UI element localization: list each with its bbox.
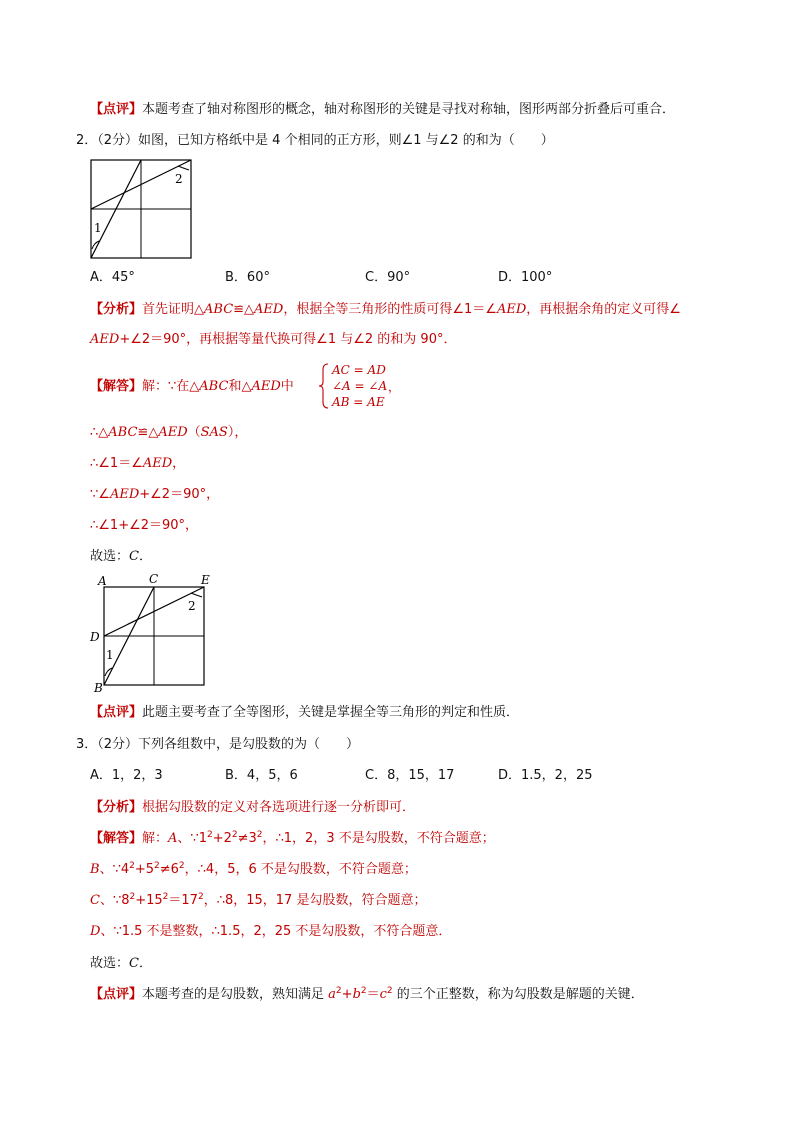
solution-intro [90, 378, 294, 396]
solution-text: ＝17 [168, 893, 198, 908]
angle-2-label: 2 [175, 172, 183, 186]
solution-text: 解： [142, 831, 169, 846]
step-var: SAS [200, 425, 228, 440]
question-3-stem: 3．（2分）下列各组数中，是勾股数的为（ ） [76, 737, 360, 752]
angle-1-label: 1 [106, 648, 114, 662]
exponent: 2 [162, 892, 169, 902]
solution-var: A [168, 831, 178, 846]
review-var: a [328, 987, 336, 1002]
solution-d [90, 923, 451, 941]
solution-text: 、∵8 [99, 893, 130, 908]
exponent: 2 [129, 892, 136, 902]
exponent: 2 [197, 892, 204, 902]
review-var: c [379, 987, 387, 1002]
choose-text: 故选： [90, 549, 130, 564]
review-tag: 【点评】 [90, 102, 143, 117]
solution-var: AED [251, 379, 281, 394]
solution-tag: 【解答】 [90, 831, 143, 846]
choose-text: ． [138, 956, 152, 971]
solution-var: ABC [199, 379, 229, 394]
exponent: 2 [178, 861, 185, 871]
solution-text: +15 [135, 893, 163, 908]
exponent: 2 [256, 830, 263, 840]
analysis-line-2 [90, 331, 456, 349]
solution-text: 、∵1 [177, 831, 207, 846]
condition-brace [318, 362, 401, 410]
review-text: 本题考查了轴对称图形的概念，轴对称图形的关键是寻找对称轴，图形两部分折叠后可重合． [142, 102, 676, 117]
analysis-text: ≌△ [233, 302, 255, 317]
point-c-label: C [149, 572, 159, 586]
exponent: 2 [231, 830, 238, 840]
solution-text: 中 [280, 379, 294, 394]
analysis-var: AED [496, 302, 527, 317]
step-text: ∴△ [90, 425, 109, 440]
review-text: 的三个正整数，称为勾股数是解题的关键． [392, 987, 644, 1002]
step-var: AED [142, 456, 173, 471]
solution-text: 解：∵在△ [142, 379, 200, 394]
solution-var: B [90, 862, 100, 877]
solution-text: 、∵1.5 不是整数，∴1.5，2，25 不是勾股数，不符合题意． [100, 924, 452, 939]
review-var: + [341, 987, 353, 1002]
analysis-var: AED [254, 302, 284, 317]
analysis-text: 根据勾股数的定义对各选项进行逐一分析即可． [142, 800, 416, 815]
step-text: +∠2＝90°， [139, 487, 220, 502]
solution-text: ≠3 [237, 831, 257, 846]
analysis-text: +∠2＝90°，再根据等量代换可得∠1 与∠2 的和为 90°． [119, 332, 457, 347]
review-tag: 【点评】 [90, 705, 143, 720]
analysis-tag: 【分析】 [90, 302, 143, 317]
brace-icon [318, 362, 330, 410]
step-var: AED [158, 425, 188, 440]
choose-answer: C [129, 549, 139, 564]
choose-line [90, 548, 152, 566]
review-text: 此题主要考查了全等图形，关键是掌握全等三角形的判定和性质． [142, 705, 520, 720]
point-e-label: E [201, 573, 210, 587]
solution-text: ，∴1，2，3 不是勾股数，不符合题意； [262, 831, 495, 846]
choose-text: 故选： [90, 956, 130, 971]
angle-2-label: 2 [188, 599, 196, 613]
analysis-tag: 【分析】 [90, 800, 143, 815]
option-c: C．8，15，17 [365, 768, 455, 783]
step-text: ， [172, 456, 186, 471]
brace-row-1: AC = AD [332, 363, 386, 377]
step-2 [90, 455, 185, 473]
point-d-label: D [90, 630, 100, 644]
solution-var: C [90, 893, 100, 908]
solution-text: 和△ [228, 379, 252, 394]
solution-text: ，∴8，15，17 是勾股数，符合题意； [203, 893, 427, 908]
analysis-text: ，根据全等三角形的性质可得∠1＝∠ [283, 302, 497, 317]
choose-line [90, 955, 152, 973]
point-a-label: A [98, 574, 107, 588]
exponent: 2 [129, 861, 135, 871]
step-text: ∵∠ [90, 487, 110, 502]
solution-tag: 【解答】 [90, 379, 143, 394]
exponent: 2 [154, 861, 160, 871]
option-d: D．1.5，2，25 [498, 768, 593, 783]
brace-row-2: ∠A = ∠A [332, 379, 388, 393]
review-text: 本题考查的是勾股数，熟知满足 [142, 987, 329, 1002]
option-b: B．60° [225, 270, 270, 285]
solution-text: ≠6 [159, 862, 179, 877]
question-2-figure [88, 157, 198, 261]
choose-text: ． [138, 549, 152, 564]
solution-text: ，∴4，5，6 不是勾股数，不符合题意； [184, 862, 417, 877]
analysis-var: AED [90, 332, 120, 347]
exponent: 2 [206, 830, 213, 840]
step-4: ∴∠1+∠2＝90°， [90, 518, 199, 533]
step-text: ）， [227, 425, 248, 440]
review-q3 [90, 986, 644, 1004]
step-text: ∴∠1＝∠ [90, 456, 143, 471]
question-2-solution-figure [88, 571, 218, 696]
brace-row-3: AB = AE [332, 395, 385, 409]
solution-text: +2 [212, 831, 232, 846]
brace-tail: ， [388, 380, 401, 394]
solution-b [90, 861, 417, 879]
review-tag: 【点评】 [90, 987, 143, 1002]
option-b: B．4，5，6 [225, 768, 298, 783]
review-var: ＝ [366, 987, 380, 1002]
analysis-text: 首先证明△ [142, 302, 205, 317]
exponent: 2 [386, 986, 393, 996]
solution-a [90, 830, 495, 848]
step-1 [90, 424, 247, 442]
analysis-line-1 [90, 301, 681, 319]
review-var: b [352, 987, 361, 1002]
review-q2 [90, 704, 519, 722]
angle-1-label: 1 [94, 221, 102, 235]
step-var: AED [109, 487, 140, 502]
option-a: A．1，2，3 [90, 768, 163, 783]
step-text: （ [187, 425, 201, 440]
review-q1 [90, 101, 675, 119]
solution-c [90, 892, 426, 910]
step-3 [90, 486, 219, 504]
solution-text: +5 [134, 862, 155, 877]
solution-var: D [90, 924, 101, 939]
step-var: ABC [108, 425, 138, 440]
exponent: 2 [335, 986, 342, 996]
option-a: A．45° [90, 270, 135, 285]
solution-text: 、∵4 [99, 862, 130, 877]
analysis-var: ABC [204, 302, 234, 317]
step-text: ≌△ [137, 425, 159, 440]
point-b-label: B [94, 681, 103, 695]
option-d: D．100° [498, 270, 553, 285]
analysis-line [90, 799, 415, 817]
exponent: 2 [360, 986, 367, 996]
question-2-stem: 2．（2分）如图，已知方格纸中是 4 个相同的正方形，则∠1 与∠2 的和为（ ） [76, 133, 554, 148]
analysis-text: ，再根据余角的定义可得∠ [526, 302, 681, 317]
option-c: C．90° [365, 270, 411, 285]
choose-answer: C [129, 956, 139, 971]
